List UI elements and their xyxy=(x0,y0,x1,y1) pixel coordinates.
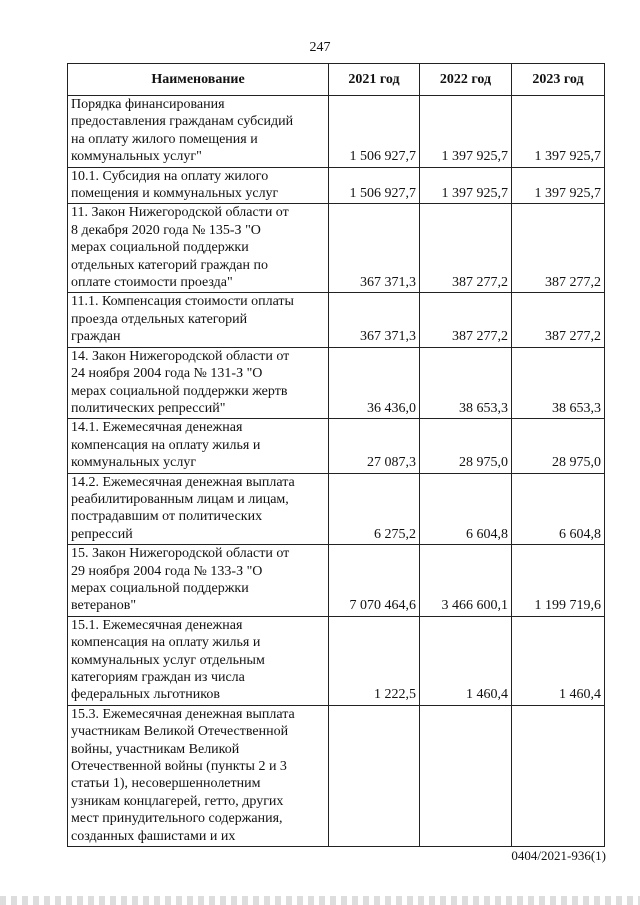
row-name xyxy=(68,347,329,419)
row-name xyxy=(68,204,329,293)
row-name-line: участникам Великой Отечественной xyxy=(71,724,289,740)
row-name-line: 29 ноября 2004 года № 133-З "О xyxy=(71,563,263,579)
row-name xyxy=(68,293,329,347)
row-name-line: категориям граждан из числа xyxy=(71,670,245,685)
value-2021: 7 070 464,6 xyxy=(329,545,420,617)
value-2021: 27 087,3 xyxy=(329,419,420,473)
row-name-line: коммунальных услуг" xyxy=(71,149,202,165)
header-row xyxy=(68,64,605,96)
table-body xyxy=(68,96,605,847)
table-row xyxy=(68,705,605,846)
header-name: Наименование xyxy=(68,64,329,96)
value-2021: 6 275,2 xyxy=(329,473,420,545)
row-name-line: 15.1. Ежемесячная денежная xyxy=(71,617,243,633)
row-name-line: пострадавшим от политических xyxy=(71,509,263,525)
value-2021: 367 371,3 xyxy=(329,204,420,293)
row-name-line: 10.1. Субсидия на оплату жилого xyxy=(71,168,269,184)
row-name xyxy=(68,419,329,473)
document-code: 0404/2021-936(1) xyxy=(511,848,606,863)
value-2022: 38 653,3 xyxy=(420,347,512,419)
row-name-line: компенсация на оплату жилья и xyxy=(71,635,261,651)
value-2021: 1 506 927,7 xyxy=(329,167,420,204)
value-2021: 1 506 927,7 xyxy=(329,96,420,168)
row-name-line: войны, участникам Великой xyxy=(71,741,240,757)
row-name-line: 14.1. Ежемесячная денежная xyxy=(71,420,243,436)
value-2022: 28 975,0 xyxy=(420,419,512,473)
row-name-line: узникам концлагерей, гетто, других xyxy=(71,793,284,809)
value-2022: 387 277,2 xyxy=(420,293,512,347)
header-2021: 2021 год xyxy=(329,64,420,96)
row-name-line: реабилитированным лицам и лицам, xyxy=(71,491,289,507)
row-name-line: предоставления гражданам субсидий xyxy=(71,114,294,130)
row-name-line: мерах социальной поддержки xyxy=(71,580,249,596)
table-header xyxy=(68,64,605,96)
row-name-line: коммунальных услуг отдельным xyxy=(71,652,265,668)
value-2022: 1 397 925,7 xyxy=(420,96,512,168)
value-2023 xyxy=(512,705,605,846)
row-name-line: оплате стоимости проезда" xyxy=(71,275,233,291)
value-2022: 3 466 600,1 xyxy=(420,545,512,617)
row-name-line: Порядка финансирования xyxy=(71,97,225,112)
row-name-line: ветеранов" xyxy=(71,598,137,614)
row-name-line: Отечественной войны (пункты 2 и 3 xyxy=(71,759,287,775)
table-row xyxy=(68,347,605,419)
value-2022: 1 460,4 xyxy=(420,616,512,705)
row-name-line: мест принудительного содержания, xyxy=(71,811,283,827)
row-name-line: граждан xyxy=(71,329,121,345)
row-name-line: компенсация на оплату жилья и xyxy=(71,437,261,453)
table-row xyxy=(68,545,605,617)
row-name xyxy=(68,473,329,545)
table-row xyxy=(68,96,605,168)
row-name-line: на оплату жилого помещения и xyxy=(71,131,258,147)
scan-artifact xyxy=(0,896,640,905)
row-name-line: отдельных категорий граждан по xyxy=(71,257,268,273)
table-row xyxy=(68,616,605,705)
header-2022: 2022 год xyxy=(420,64,512,96)
value-2022 xyxy=(420,705,512,846)
table-row xyxy=(68,473,605,545)
row-name-line: 15. Закон Нижегородской области от xyxy=(71,546,290,562)
value-2023: 387 277,2 xyxy=(512,293,605,347)
row-name-line: коммунальных услуг xyxy=(71,455,197,471)
header-2023: 2023 год xyxy=(512,64,605,96)
table-row xyxy=(68,419,605,473)
row-name-line: мерах социальной поддержки xyxy=(71,240,249,256)
page-number: 247 xyxy=(309,40,331,55)
value-2021 xyxy=(329,705,420,846)
row-name xyxy=(68,96,329,168)
row-name xyxy=(68,167,329,204)
value-2021: 36 436,0 xyxy=(329,347,420,419)
row-name-line: созданных фашистами и их xyxy=(71,828,236,844)
row-name-line: федеральных льготников xyxy=(71,687,220,703)
row-name-line: 24 ноября 2004 года № 131-З "О xyxy=(71,366,263,382)
row-name xyxy=(68,545,329,617)
row-name-line: политических репрессий" xyxy=(71,400,226,416)
table-row xyxy=(68,293,605,347)
row-name-line: 14. Закон Нижегородской области от xyxy=(71,348,290,364)
value-2023: 1 397 925,7 xyxy=(512,96,605,168)
table-row xyxy=(68,167,605,204)
row-name-line: проезда отдельных категорий xyxy=(71,311,248,327)
value-2023: 38 653,3 xyxy=(512,347,605,419)
value-2023: 387 277,2 xyxy=(512,204,605,293)
value-2022: 6 604,8 xyxy=(420,473,512,545)
value-2022: 1 397 925,7 xyxy=(420,167,512,204)
table-row xyxy=(68,204,605,293)
row-name-line: помещения и коммунальных услуг xyxy=(71,186,279,202)
value-2021: 1 222,5 xyxy=(329,616,420,705)
budget-table xyxy=(67,63,605,847)
row-name-line: 14.2. Ежемесячная денежная выплата xyxy=(71,474,295,490)
row-name-line: 8 декабря 2020 года № 135-З "О xyxy=(71,222,261,238)
value-2023: 6 604,8 xyxy=(512,473,605,545)
value-2023: 1 397 925,7 xyxy=(512,167,605,204)
row-name-line: мерах социальной поддержки жертв xyxy=(71,383,288,399)
row-name-line: 11. Закон Нижегородской области от xyxy=(71,205,289,221)
row-name-line: 11.1. Компенсация стоимости оплаты xyxy=(71,294,294,310)
value-2023: 1 460,4 xyxy=(512,616,605,705)
row-name xyxy=(68,616,329,705)
value-2023: 28 975,0 xyxy=(512,419,605,473)
row-name xyxy=(68,705,329,846)
value-2022: 387 277,2 xyxy=(420,204,512,293)
value-2021: 367 371,3 xyxy=(329,293,420,347)
row-name-line: статьи 1), несовершеннолетним xyxy=(71,776,261,792)
row-name-line: 15.3. Ежемесячная денежная выплата xyxy=(71,706,295,722)
row-name-line: репрессий xyxy=(71,526,133,542)
value-2023: 1 199 719,6 xyxy=(512,545,605,617)
